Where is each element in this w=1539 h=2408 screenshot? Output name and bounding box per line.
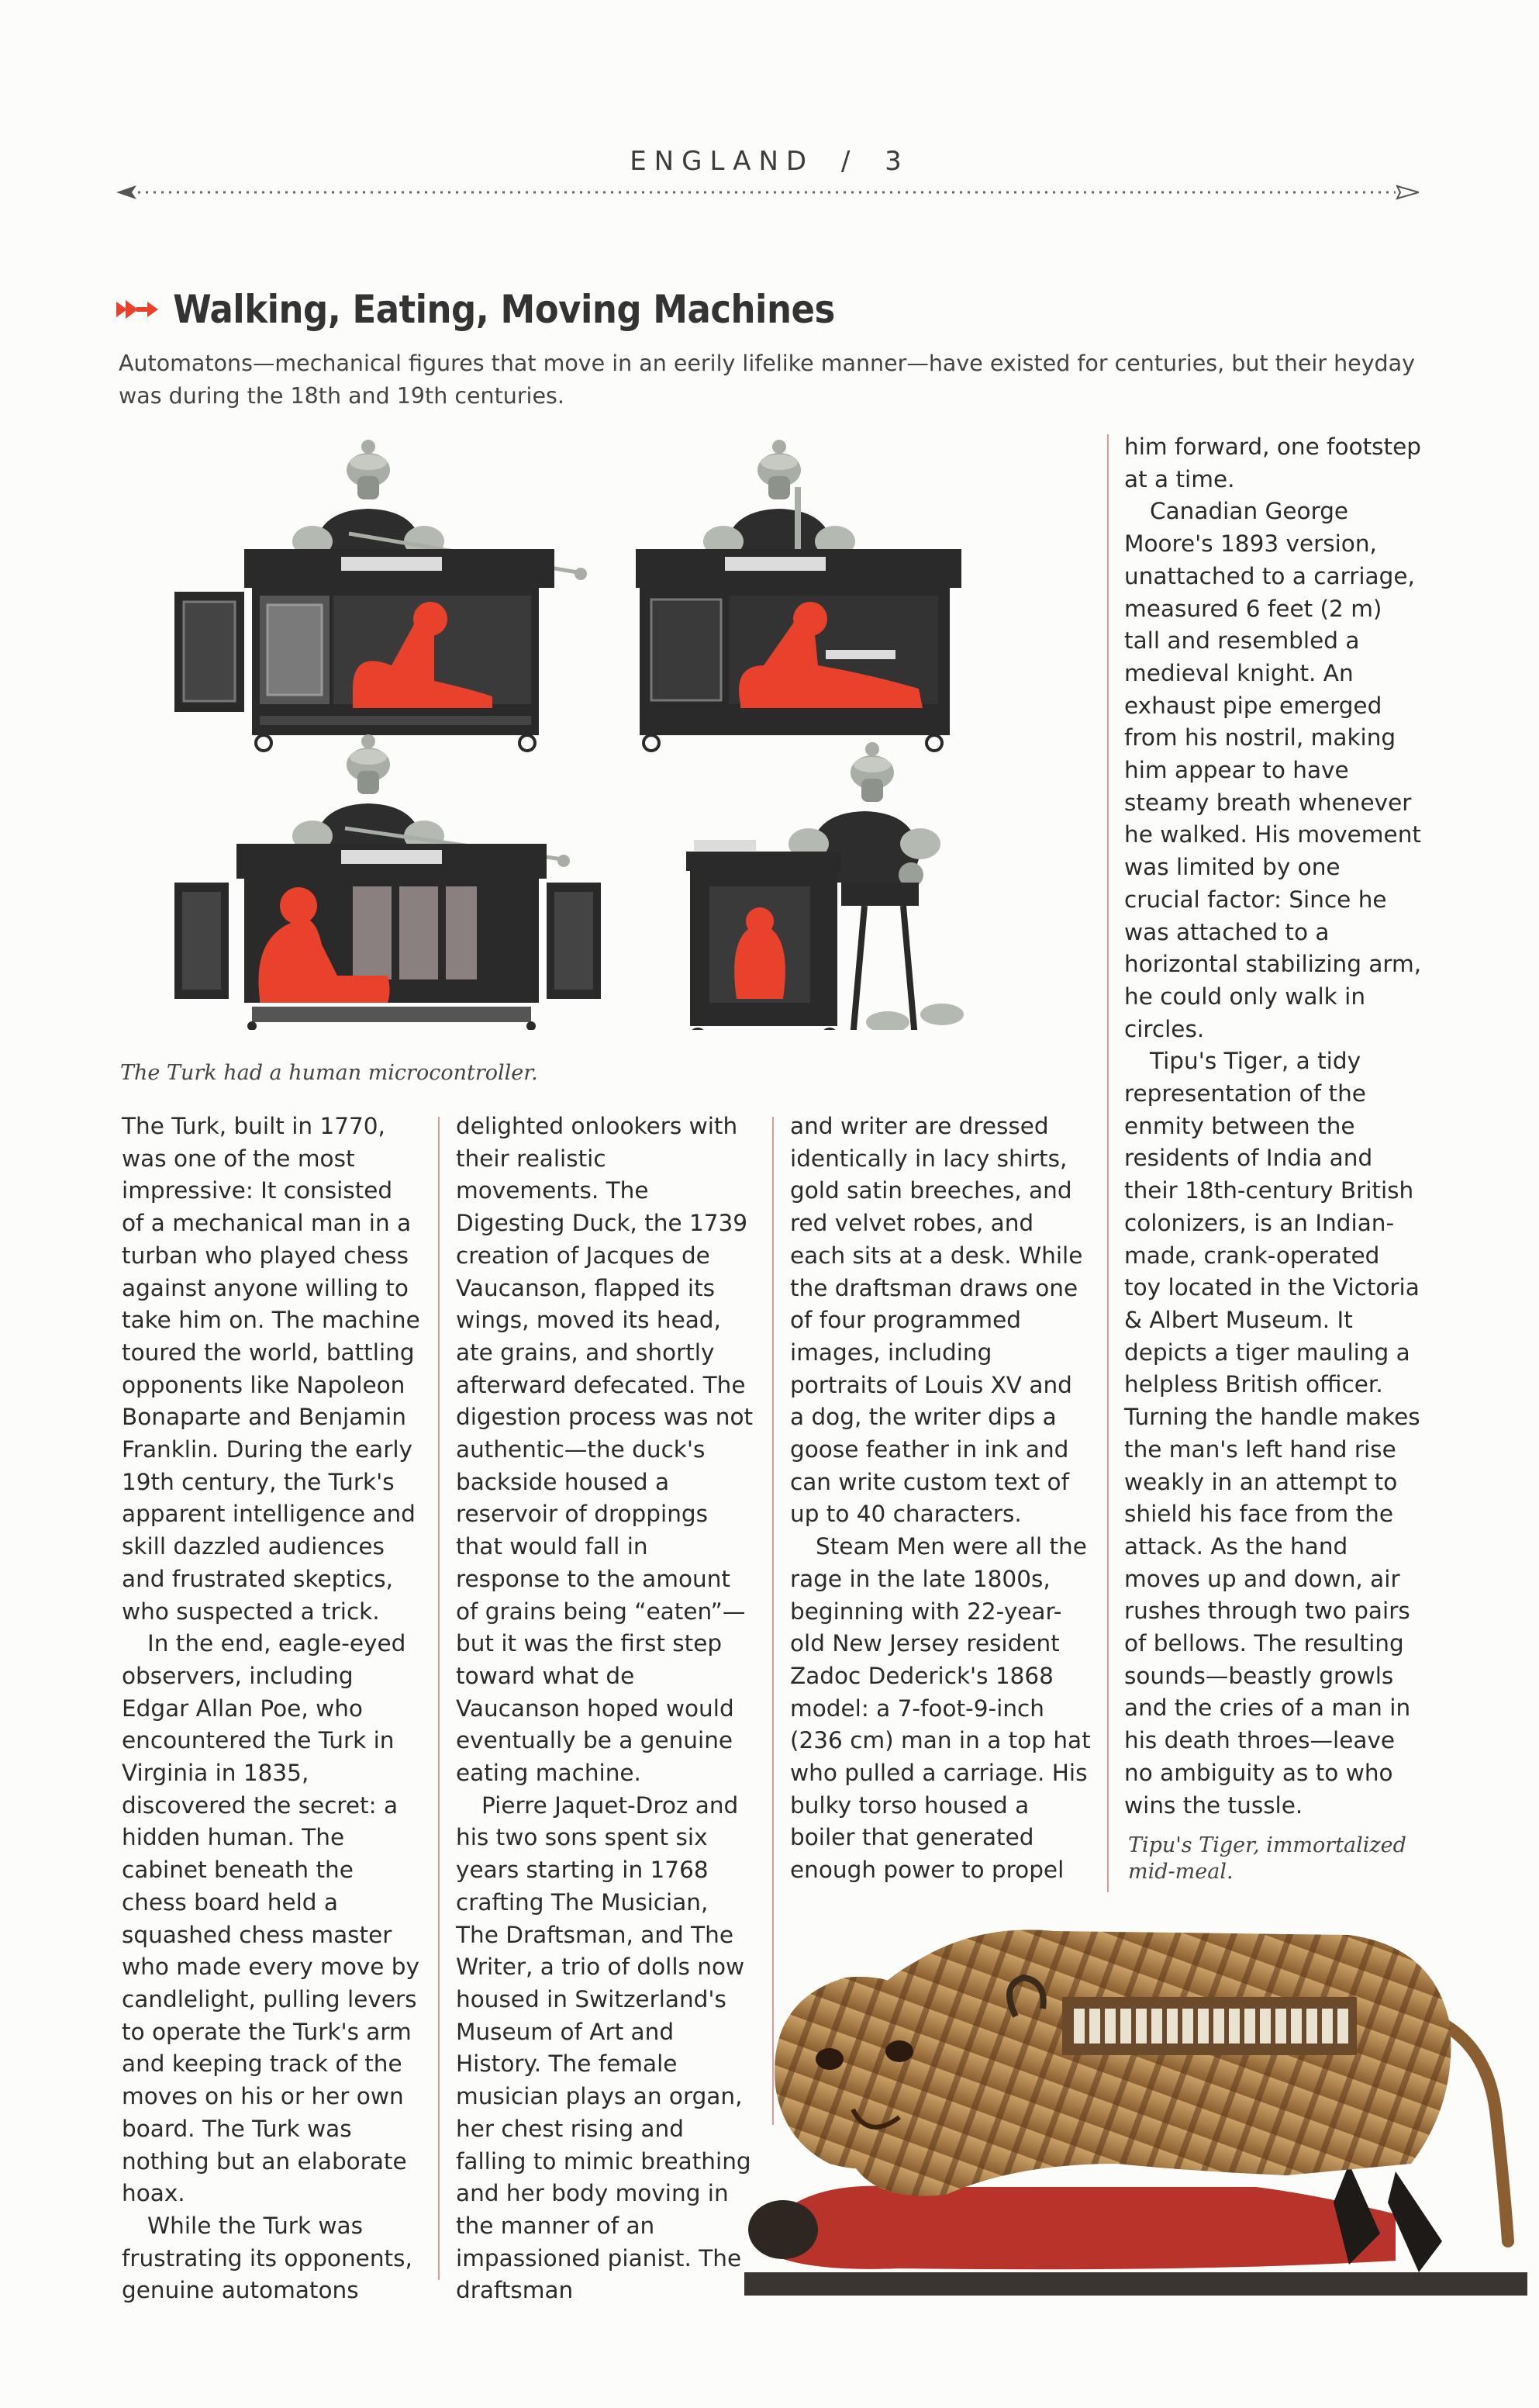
- deck-line-2: was during the 18th and 19th centuries.: [119, 383, 564, 409]
- arrow-left-icon: [116, 185, 136, 199]
- article-deck: [119, 347, 1429, 413]
- col2-paragraph-2: Pierre Jaquet-Droz and his two sons spent six years starting in 1768 crafting The Musician, The Draftsman, and The Writer, a trio of dolls now housed in Switzerland's Museum of Art and History. The female musician plays an organ, her chest rising and falling to mimic breathing and her body moving in the manner of an impassioned pianist. The draftsman: [456, 1791, 751, 2304]
- column-rule-1: [438, 1117, 440, 2280]
- tiger-caption: [1128, 1833, 1406, 1885]
- column-4: [1124, 431, 1423, 1822]
- col2-paragraph-1: delighted onlookers with their realistic movements. The Digesting Duck, the 1739 creation of Jacques de Vaucanson, flapped its wings, moved its head, ate grains, and shortly afterward defecated. The digestion process was not authentic—the duck's backside housed a reservoir of droppings that would fall in response to the amount of grains being “eaten”—but it was the first step toward what de Vaucanson hoped would eventually be a genuine eating machine.: [456, 1113, 754, 1787]
- col1-paragraph-1: The Turk, built in 1770, was one of the most impressive: It consisted of a mechanical man in a turban who played chess against anyone willing to take him on. The machine toured the world, battling opponents like Napoleon Bonaparte and Benjamin Franklin. During the early 19th century, the Turk's apparent intelligence and skill dazzled audiences and frustrated skeptics, who suspected a trick.: [122, 1113, 420, 1625]
- col4-paragraph-3: Tipu's Tiger, a tidy representation of the enmity between the residents of India and their 18th-century British colonizers, is an Indian-made, crank-operated toy located in the Victoria & Albert Museum. It depicts a tiger mauling a helpless British officer. Turning the handle makes the man's left hand rise weakly in an attempt to shield his face from the attack. As the hand moves up and down, air rushes through two pairs of bellows. The resulting sounds—beastly growls and the cries of a man in his death throes—leave no ambiguity as to who wins the tussle.: [1124, 1048, 1420, 1819]
- column-3: [790, 1111, 1092, 1887]
- dotted-arrow-rule: [116, 183, 1419, 202]
- page-number: 3: [885, 146, 909, 177]
- col1-paragraph-2: In the end, eagle-eyed observers, including Edgar Allan Poe, who encountered the Turk in Virginia in 1835, discovered the secret: a hidden human. The cabinet beneath the chess board held a squashed chess master who made every move by candlelight, pulling levers to operate the Turk's arm and keeping track of the moves on his or her own board. The Turk was nothing but an elaborate hoax.: [122, 1630, 419, 2207]
- col3-paragraph-1: and writer are dressed identically in lacy shirts, gold satin breeches, and red velvet robes, and each sits at a desk. While the draftsman draws one of four programmed images, including portraits of Louis XV and a dog, the writer dips a goose feather in ink and can write custom text of up to 40 characters.: [790, 1113, 1083, 1528]
- deck-line-1: Automatons—mechanical figures that move in an eerily lifelike manner—have existed for centuries, but their heyday: [119, 351, 1415, 376]
- article-title-row: [116, 287, 835, 332]
- panel-cabinet-open-right: [636, 440, 961, 751]
- panel-cabinet-doors-open: [174, 734, 601, 1030]
- tipus-tiger-photo-icon: [651, 1908, 1539, 2311]
- double-arrow-icon: [116, 295, 160, 323]
- running-head-separator: /: [840, 146, 858, 177]
- panel-cabinet-closed-left: [174, 440, 587, 751]
- col4-paragraph-1: him forward, one footstep at a time.: [1124, 434, 1421, 492]
- column-rule-3: [1107, 434, 1109, 1892]
- col1-paragraph-3: While the Turk was frustrating its opponents, genuine automatons: [122, 2212, 412, 2304]
- section-name: ENGLAND: [630, 146, 815, 177]
- turk-illustration-icon: [159, 433, 1004, 1030]
- panel-side-view: [686, 742, 964, 1030]
- article-title: Walking, Eating, Moving Machines: [173, 287, 835, 332]
- turk-caption: The Turk had a human microcontroller.: [120, 1061, 538, 1085]
- tiger-caption-line-1: Tipu's Tiger, immortalized: [1128, 1833, 1406, 1857]
- tiger-caption-line-2: mid-meal.: [1128, 1860, 1234, 1884]
- col4-paragraph-2: Canadian George Moore's 1893 version, unattached to a carriage, measured 6 feet (2 m) tall and resembled a medieval knight. An exhaust pipe emerged from his nostril, making him appear to have steamy breath whenever he walked. His movement was limited by one crucial factor: Since he was attached to a horizontal stabilizing arm, he could only walk in circles.: [1124, 498, 1422, 1042]
- col3-paragraph-2: Steam Men were all the rage in the late 1800s, beginning with 22-year-old New Jersey resident Zadoc Dederick's 1868 model: a 7-foot-9-inch (236 cm) man in a top hat who pulled a carriage. His bulky torso housed a boiler that generated enough power to propel: [790, 1533, 1091, 1884]
- running-head: [0, 146, 1539, 177]
- column-1: [122, 1111, 420, 2307]
- arrow-right-icon: [1397, 186, 1419, 199]
